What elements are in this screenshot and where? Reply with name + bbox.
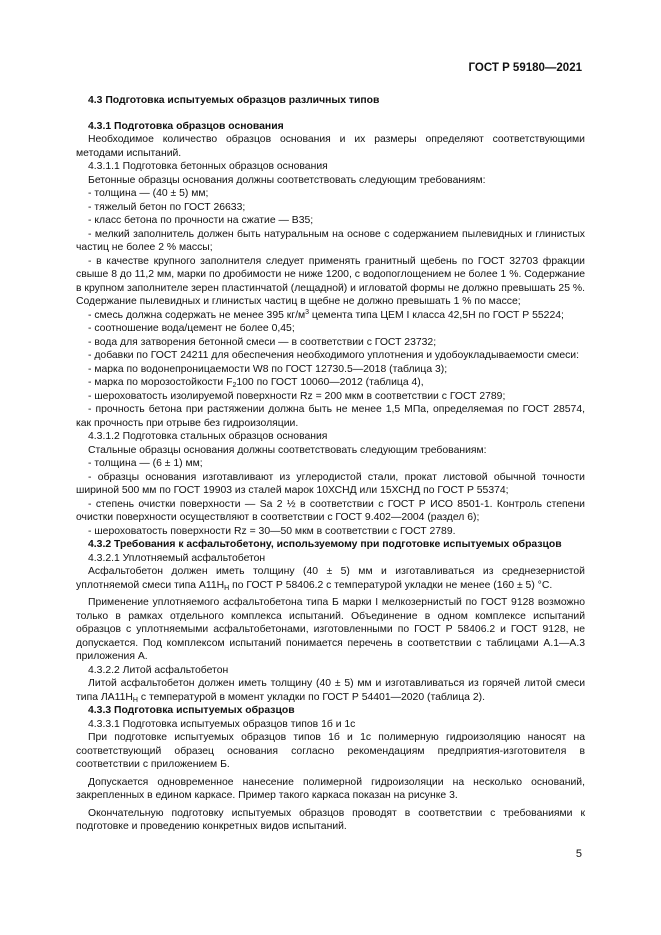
subscript: 2 xyxy=(232,382,237,389)
list-item: - толщина — (40 ± 5) мм; xyxy=(88,188,209,199)
subsection-heading: 4.3.1.1 Подготовка бетонных образцов основания xyxy=(88,161,328,172)
paragraph: Бетонные образцы основания должны соответствовать следующим требованиям: xyxy=(88,174,486,186)
paragraph: При подготовке испытуемых образцов типов 1б и 1с полимерную гидроизоляцию наносят на соответствующий образец основания согласно рекомендациям предприятия-изготовителя в соответствии с приложением Б. xyxy=(76,732,585,770)
subsection-heading: 4.3.2 Требования к асфальтобетону, используемому при подготовке испытуемых образцов xyxy=(88,539,562,550)
list-item xyxy=(76,309,585,323)
list-item xyxy=(76,376,585,390)
page-number: 5 xyxy=(575,848,582,860)
subsection-heading: 4.3.2.2 Литой асфальтобетон xyxy=(88,664,229,676)
paragraph xyxy=(76,565,585,592)
paragraph: Стальные образцы основания должны соответствовать следующим требованиям: xyxy=(88,444,487,456)
list-item: - добавки по ГОСТ 24211 для обеспечения необходимого уплотнения и удобоукладываемости смеси: xyxy=(88,350,579,361)
paragraph: Применение уплотняемого асфальтобетона типа Б марки I мелкозернистый по ГОСТ 9128 возможно только в рамках отдельного комплекса испытаний. Объединение в одном комплексе испытаний образцов с уплотняемыми асфальтобетонами, изготовленными по ГОСТ Р 58406.2 и ГОСТ 9128, не допускается. Под комплексом испытаний понимается перечень в соответствии с таблицами А.1—А.3 приложения А. xyxy=(76,597,585,662)
text-part: по ГОСТ Р 58406.2 с температурой укладки не менее (160 ± 5) °С. xyxy=(229,579,553,591)
text-part: 100 по ГОСТ 10060—2012 (таблица 4), xyxy=(236,377,424,388)
subsection-heading: 4.3.1.2 Подготовка стальных образцов основания xyxy=(88,431,328,442)
list-item: - мелкий заполнитель должен быть натуральным на основе с содержанием пылевидных и глинистых частиц не более 2 % массы; xyxy=(76,228,585,253)
subsection-heading: 4.3.1 Подготовка образцов основания xyxy=(88,120,284,132)
document-body xyxy=(76,94,585,834)
subsection-heading: 4.3.2.1 Уплотняемый асфальтобетон xyxy=(88,552,266,564)
section-heading: 4.3 Подготовка испытуемых образцов различных типов xyxy=(88,95,380,106)
text-part: - марка по морозостойкости F xyxy=(88,377,233,388)
list-item: - шероховатость изолируемой поверхности Rz = 200 мкм в соответствии с ГОСТ 2789; xyxy=(88,390,506,402)
list-item: - шероховатость поверхности Rz = 30—50 мкм в соответствии с ГОСТ 2789. xyxy=(88,525,456,537)
list-item: - класс бетона по прочности на сжатие — В35; xyxy=(88,215,314,226)
list-item: - соотношение вода/цемент не более 0,45; xyxy=(88,323,295,334)
list-item: - тяжелый бетон по ГОСТ 26633; xyxy=(88,201,246,213)
subsection-heading: 4.3.3.1 Подготовка испытуемых образцов типов 1б и 1с xyxy=(88,718,356,730)
subsection-heading: 4.3.3 Подготовка испытуемых образцов xyxy=(88,705,295,716)
list-item: - в качестве крупного заполнителя следует применять гранитный щебень по ГОСТ 32703 фракции свыше 8 до 11,2 мм, марки по дробимости не ниже 1200, с водопоглощением не более 1 %. Содержание в крупном заполнителе зерен пластинчатой (лещадной) и игловатой формы не должно превышать 25 %. Содержание пылевидных и глинистых частиц в щебне не должно превышать 1 % по массе; xyxy=(76,255,585,307)
paragraph: Необходимое количество образцов основания и их размеры определяют соответствующими методами испытаний. xyxy=(76,134,585,159)
document-header: ГОСТ Р 59180—2021 xyxy=(468,62,582,74)
text-part: Асфальтобетон должен иметь толщину (40 ± 5) мм и изготавливаться из среднезернистой уплотняемой смеси типа А11Н xyxy=(76,566,585,591)
subscript: Н xyxy=(132,696,138,704)
paragraph: Допускается одновременное нанесение полимерной гидроизоляции на несколько оснований, закрепленных в едином каркасе. Пример такого каркаса показан на рисунке 3. xyxy=(76,776,585,801)
list-item: - образцы основания изготавливают из углеродистой стали, прокат листовой обычной точности шириной 500 мм по ГОСТ 19903 из сталей марок 10ХСНД или 15ХСНД по ГОСТ Р 55374; xyxy=(76,471,585,496)
text-part: цемента типа ЦЕМ I класса 42,5Н по ГОСТ Р 55224; xyxy=(309,309,564,321)
text-part: Литой асфальтобетон должен иметь толщину (40 ± 5) мм и изготавливаться из горячей литой смеси типа ЛА11Н xyxy=(76,678,585,703)
text-part: - смесь должна содержать не менее 395 кг/м xyxy=(88,309,306,321)
list-item: - вода для затворения бетонной смеси — в соответствии с ГОСТ 23732; xyxy=(88,336,437,348)
list-item: - марка по водонепроницаемости W8 по ГОСТ 12730.5—2018 (таблица 3); xyxy=(88,363,448,375)
superscript: 3 xyxy=(305,308,310,316)
text-part: с температурой в момент укладки по ГОСТ Р 54401—2020 (таблица 2). xyxy=(137,691,485,703)
subscript: Н xyxy=(224,584,230,592)
paragraph: Окончательную подготовку испытуемых образцов проводят в соответствии с требованиями к подготовке и проведению конкретных видов испытаний. xyxy=(76,807,585,832)
paragraph xyxy=(76,677,585,704)
list-item: - степень очистки поверхности — Sa 2 ½ в соответствии с ГОСТ Р ИСО 8501-1. Контроль степени очистки поверхности осуществляют в соответствии с ГОСТ 9.402—2004 (раздел 6); xyxy=(76,498,585,523)
list-item: - толщина — (6 ± 1) мм; xyxy=(88,458,203,469)
list-item: - прочность бетона при растяжении должна быть не менее 1,5 МПа, определяемая по ГОСТ 28574, как прочность при отрыве без гидроизоляции. xyxy=(76,404,585,429)
